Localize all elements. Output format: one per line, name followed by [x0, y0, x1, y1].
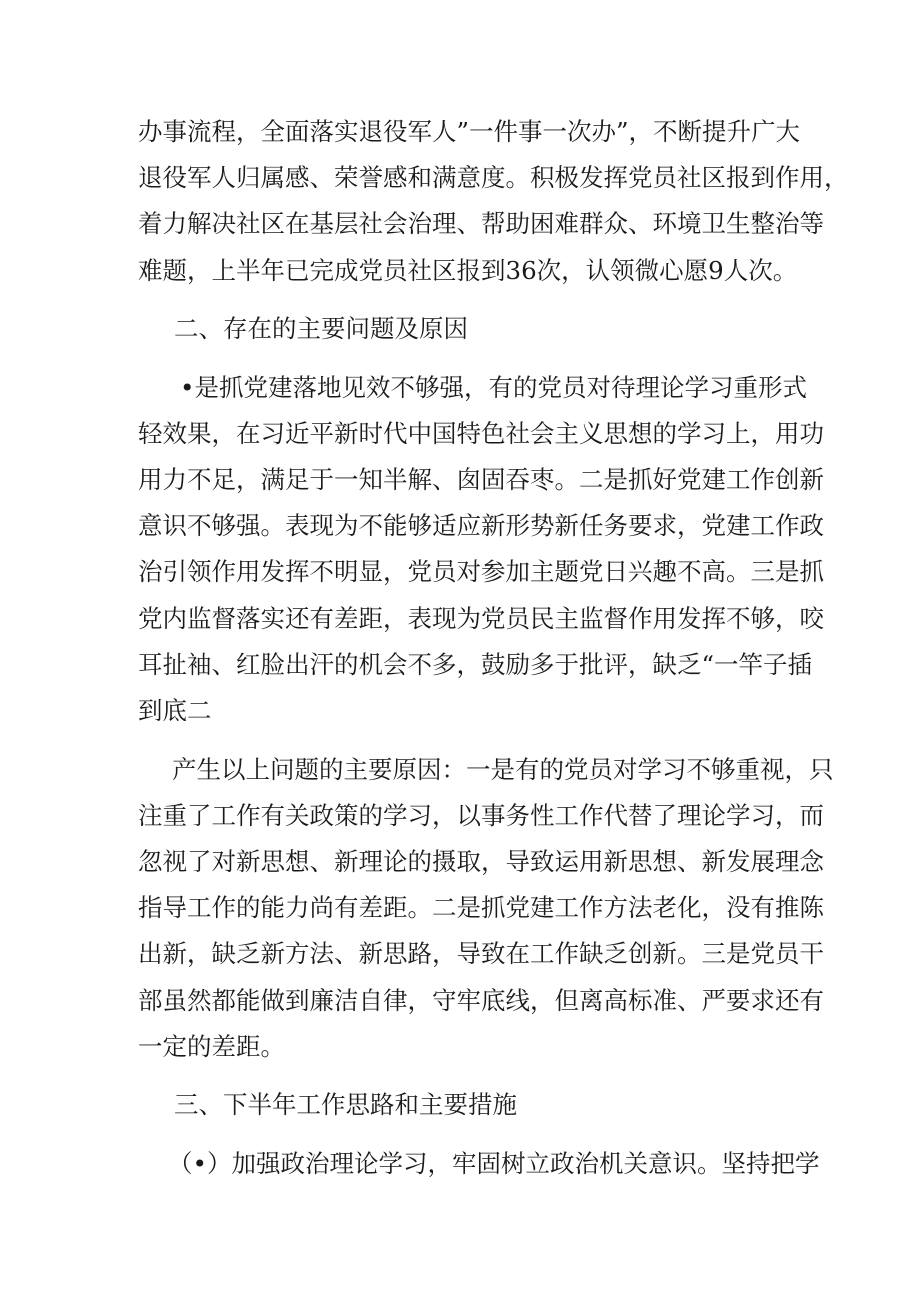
text-line: 部虽然都能做到廉洁自律，守牢底线，但离高标准、严要求还有 — [138, 985, 824, 1015]
paragraph-2 — [0, 365, 920, 735]
text-line: 注重了工作有关政策的学习，以事务性工作代替了理论学习，而 — [138, 800, 824, 830]
text-line: （•）加强政治理论学习，牢固树立政治机关意识。坚持把学 — [168, 1148, 820, 1178]
text-line: 难题，上半年已完成党员社区报到36次，认领微心愿9人次。 — [138, 255, 798, 285]
section-heading-3: 三、下半年工作思路和主要措施 — [174, 1090, 517, 1120]
text-line: 产生以上问题的主要原因：一是有的党员对学习不够重视，只 — [172, 754, 834, 784]
text-line: 意识不够强。表现为不能够适应新形势新任务要求，党建工作政 — [138, 511, 824, 541]
text-line: •是抓党建落地见效不够强，有的党员对待理论学习重形式 — [180, 372, 807, 402]
text-line: 出新，缺乏新方法、新思路，导致在工作缺乏创新。三是党员干 — [138, 939, 824, 969]
text-line: 党内监督落实还有差距，表现为党员民主监督作用发挥不够，咬 — [138, 603, 824, 633]
text-line: 忽视了对新思想、新理论的摄取，导致运用新思想、新发展理念 — [138, 846, 824, 876]
section-heading-2: 二、存在的主要问题及原因 — [174, 314, 468, 344]
text-line: 轻效果，在习近平新时代中国特色社会主义思想的学习上，用功 — [138, 418, 824, 448]
paragraph-3 — [0, 747, 920, 1070]
paragraph-1 — [0, 109, 920, 294]
text-line: 用力不足，满足于一知半解、囱固吞枣。二是抓好党建工作创新 — [138, 465, 824, 495]
text-line: 治引领作用发挥不明显，党员对参加主题党日兴趣不高。三是抓 — [138, 557, 824, 587]
paragraph-4 — [0, 1141, 920, 1187]
text-line: 耳扯袖、红脸出汗的机会不多，鼓励多于批评，缺乏“一竿子插 — [138, 649, 813, 679]
text-line: 指导工作的能力尚有差距。二是抓党建工作方法老化，没有推陈 — [138, 893, 824, 923]
text-line: 办事流程，全面落实退役军人”一件事一次办”，不断提升广大 — [138, 117, 801, 146]
text-line: 一定的差距。 — [138, 1031, 285, 1061]
text-line: 到底二 — [138, 696, 212, 726]
text-line: 着力解决社区在基层社会治理、帮助困难群众、环境卫生整治等 — [138, 209, 824, 239]
text-line: 退役军人归属感、荣誉感和满意度。积极发挥党员社区报到作用， — [138, 163, 849, 193]
